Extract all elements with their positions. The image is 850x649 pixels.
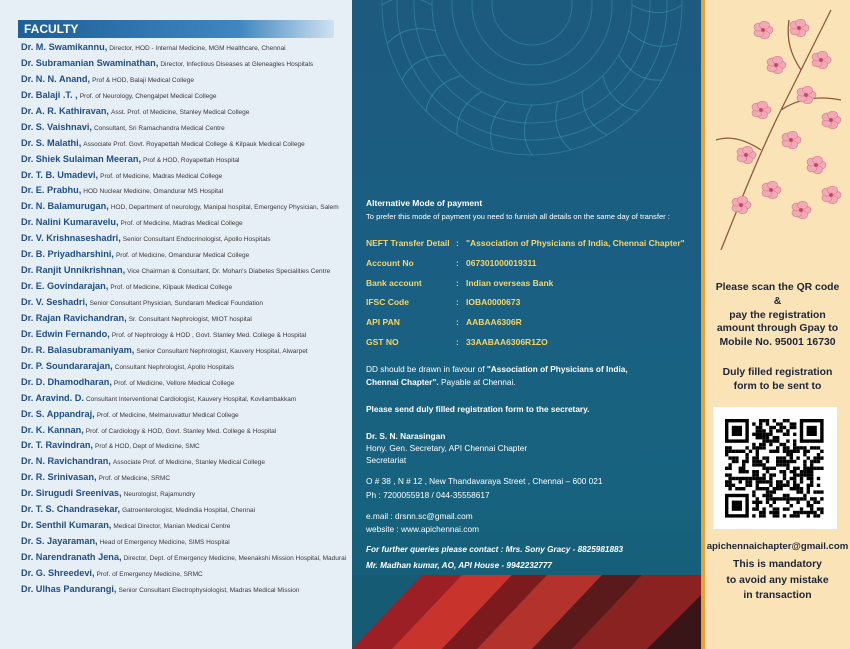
faculty-member: [21, 502, 351, 518]
faculty-member: [21, 566, 351, 582]
faculty-member: [21, 423, 351, 439]
faculty-name: Dr. S. Appandraj,: [21, 408, 95, 419]
faculty-name: Dr. V. Krishnaseshadri,: [21, 233, 121, 244]
secretariat-phone: Ph : 7200055918 / 044-35558617: [366, 490, 490, 500]
mandatory-line: in transaction: [743, 590, 812, 601]
faculty-member: [21, 454, 351, 470]
faculty-role: Consultant Interventional Cardiologist, Kauvery Hospital, Kovilambakkam: [85, 395, 297, 403]
faculty-member: [21, 152, 351, 168]
stripe-decoration: [352, 575, 701, 649]
scan-instruction-line: Please scan the QR code: [715, 282, 840, 293]
faculty-panel: [0, 0, 352, 649]
payment-heading: Alternative Mode of payment: [366, 198, 483, 208]
faculty-member: [21, 104, 351, 120]
faculty-name: Dr. A. R. Kathiravan,: [21, 105, 109, 116]
payment-label: API PAN: [366, 317, 400, 328]
faculty-role: Prof. of Medicine, Vellore Medical College: [113, 379, 235, 387]
faculty-member: [21, 231, 351, 247]
dd-line-2: [366, 377, 516, 387]
faculty-member: [21, 407, 351, 423]
form-instruction-line: Duly filled registration: [722, 367, 833, 378]
scan-instruction-line: amount through Gpay to: [716, 323, 839, 335]
faculty-member: [21, 247, 351, 263]
faculty-role: Prof. of Neurology, Chengalpet Medical College: [79, 92, 217, 100]
faculty-role: Prof. of Medicine, Kilpauk Medical College: [110, 284, 233, 292]
faculty-name: Dr. P. Soundararajan,: [21, 360, 113, 371]
payment-colon: :: [456, 257, 459, 268]
faculty-member: [21, 375, 351, 391]
faculty-role: Prof & HOD, Balaji Medical College: [92, 76, 194, 84]
faculty-name: Dr. T. Ravindran,: [21, 440, 93, 451]
payment-colon: :: [456, 277, 459, 288]
faculty-role: Prof. of Medicine, Melmaruvattur Medical College: [96, 411, 239, 419]
faculty-role: Prof. of Medicine, SRMC: [98, 475, 171, 483]
faculty-role: Head of Emergency Medicine, SIMS Hospital: [99, 539, 230, 547]
faculty-member: [21, 391, 351, 407]
payment-colon: :: [456, 297, 459, 308]
faculty-name: Dr. R. Srinivasan,: [21, 472, 97, 483]
faculty-name: Dr. D. Dhamodharan,: [21, 376, 112, 387]
faculty-name: Dr. Edwin Fernando,: [21, 328, 110, 339]
faculty-member: [21, 120, 351, 136]
faculty-name: Dr. Senthil Kumaran,: [21, 520, 112, 531]
mandala-decoration: [352, 0, 701, 200]
scan-instruction-line: &: [773, 295, 782, 307]
faculty-role: Prof. of Medicine, Madras Medical College: [100, 172, 223, 180]
faculty-name: Dr. Nalini Kumaravelu,: [21, 217, 119, 228]
faculty-name: Dr. T. S. Chandrasekar,: [21, 504, 121, 515]
faculty-member: [21, 295, 351, 311]
faculty-role: Prof. of Cardiology & HOD, Govt. Stanley Med. College & Hospital: [85, 427, 277, 435]
qr-code-image: [713, 407, 837, 529]
secretariat-email[interactable]: e.mail : drsnn.sc@gmail.com: [366, 511, 473, 521]
faculty-list: [21, 40, 351, 598]
faculty-member: [21, 534, 351, 550]
faculty-role: Gatroenterologist, Medindia Hospital, Chennai: [122, 507, 256, 515]
faculty-member: [21, 518, 351, 534]
faculty-name: Dr. S. Vaishnavi,: [21, 121, 92, 132]
faculty-member: [21, 183, 351, 199]
faculty-name: Dr. Narendranath Jena,: [21, 552, 122, 562]
dd-name-2: Chennai Chapter".: [366, 377, 439, 387]
payment-colon: :: [456, 238, 459, 248]
faculty-member: [21, 486, 351, 502]
faculty-role: Sr. Consultant Nephrologist, MIOT hospital: [128, 315, 252, 323]
faculty-role: HOD, Department of neurology, Manipal hospital, Emergency Physician, Salem: [110, 204, 339, 212]
faculty-heading: FACULTY: [18, 20, 334, 38]
faculty-name: Dr. Sirugudi Sreenivas,: [21, 488, 122, 499]
faculty-name: Dr. Shiek Sulaiman Meeran,: [21, 153, 141, 164]
faculty-name: Dr. M. Swamikannu,: [21, 42, 108, 52]
faculty-name: Dr. N. Ravichandran,: [21, 456, 111, 467]
faculty-role: Associate Prof. Govt. Royapettah Medical College & Kilpauk Medical College: [83, 140, 305, 148]
faculty-member: [21, 279, 351, 295]
faculty-role: Asst. Prof. of Medicine, Stanley Medical College: [111, 108, 250, 116]
faculty-member: [21, 215, 351, 231]
faculty-name: Dr. Ulhas Pandurangi,: [21, 583, 117, 594]
faculty-role: Prof. of Medicine, Omandurar Medical College: [115, 252, 250, 260]
payment-label: GST NO: [366, 337, 399, 347]
faculty-name: Dr. Subramanian Swaminathan,: [21, 57, 159, 68]
faculty-role: Senior Consultant Nephrologist, Kauvery Hospital, Alwarpet: [136, 347, 308, 355]
faculty-name: Dr. E. Prabhu,: [21, 185, 82, 196]
faculty-name: Dr. R. Balasubramaniyam,: [21, 344, 135, 355]
faculty-member: [21, 263, 351, 279]
secretariat-label: Secretariat: [366, 455, 407, 465]
scan-instruction-line: pay the registration: [729, 309, 826, 321]
dd-prefix: DD should be drawn in favour of: [366, 364, 485, 374]
payment-label: NEFT Transfer Detail: [366, 238, 450, 248]
faculty-name: Dr. V. Seshadri,: [21, 297, 88, 307]
faculty-role: Senior Consultant Physician, Sundaram Medical Foundation: [89, 300, 263, 307]
faculty-role: Director, HOD - Internal Medicine, MGM Healthcare, Chennai: [109, 45, 286, 52]
payment-colon: :: [456, 337, 459, 347]
faculty-role: Prof & HOD, Royapettah Hospital: [143, 156, 240, 164]
secretary-title: Hony. Gen. Secretary, API Chennai Chapter: [366, 443, 528, 453]
faculty-name: Dr. E. Govindarajan,: [21, 281, 109, 292]
registration-email[interactable]: apichennaichapter@gmail.com: [706, 541, 849, 552]
qr-code[interactable]: [713, 407, 837, 529]
send-note: Please send duly filled registration form to the secretary.: [366, 404, 590, 414]
dd-name-1: "Association of Physicians of India,: [486, 364, 628, 374]
faculty-role: Prof. of Nephrology & HOD , Govt. Stanley Med. College & Hospital: [111, 331, 307, 339]
faculty-name: Dr. Balaji .T. ,: [21, 89, 78, 100]
faculty-role: Prof. of Emergency Medicine, SRMC: [96, 570, 203, 578]
faculty-member: [21, 56, 351, 72]
faculty-member: [21, 550, 351, 566]
faculty-member: [21, 199, 351, 215]
payment-colon: :: [456, 317, 459, 328]
cherry-blossom-illustration: [701, 0, 850, 270]
faculty-role: Senior Consultant Endocrinologist, Apollo Hospitals: [122, 236, 271, 244]
payment-value: IOBA0000673: [466, 297, 521, 308]
faculty-name: Dr. Rajan Ravichandran,: [21, 312, 127, 323]
faculty-member: [21, 359, 351, 375]
faculty-role: Vice Chairman & Consultant, Dr. Mohan's Diabetes Specialities Centre: [127, 268, 331, 276]
faculty-role: Neurologist, Rajamundry: [123, 491, 196, 499]
faculty-name: Dr. Ranjit Unnikrishnan,: [21, 265, 126, 276]
mandatory-line: This is mandatory: [733, 559, 822, 570]
faculty-role: Director, Infectious Diseases at Gleneagles Hospitals: [160, 60, 314, 68]
faculty-name: Dr. Aravind. D.: [21, 392, 84, 403]
queries-contact-2: Mr. Madhan kumar, AO, API House - 9942232777: [366, 561, 552, 570]
mandatory-line: to avoid any mistake: [726, 574, 829, 586]
payment-label: Bank account: [366, 277, 422, 288]
payment-value: AABAA6306R: [466, 317, 522, 328]
faculty-name: Dr. N. Balamurugan,: [21, 201, 109, 212]
payment-value: Indian overseas Bank: [466, 277, 554, 288]
payment-label: Account No: [366, 257, 414, 268]
faculty-member: [21, 438, 351, 454]
scan-instruction-line: Mobile No. 95001 16730: [719, 337, 836, 349]
payment-intro: To prefer this mode of payment you need to furnish all details on the same day of transfer :: [366, 212, 670, 221]
faculty-name: Dr. N. N. Anand,: [21, 73, 91, 84]
qr-panel: [701, 0, 850, 649]
queries-contact: For further queries please contact : Mrs. Sony Gracy - 8825981883: [366, 545, 624, 554]
faculty-role: HOD Nuclear Medicine, Omandurar MS Hospital: [83, 188, 224, 196]
faculty-name: Dr. K. Kannan,: [21, 424, 84, 435]
payment-value: 067301000019311: [466, 257, 537, 268]
faculty-member: [21, 327, 351, 343]
payment-value: 33AABAA6306R1ZO: [466, 337, 548, 347]
faculty-name: Dr. S. Jayaraman,: [21, 536, 98, 547]
faculty-role: Director, Dept. of Emergency Medicine, Meenakshi Mission Hospital, Madurai: [123, 555, 347, 562]
faculty-name: Dr. G. Shreedevi,: [21, 567, 95, 578]
faculty-role: Consultant Nephrologist, Apollo Hospitals: [114, 363, 234, 371]
faculty-member: [21, 88, 351, 104]
dd-suffix: Payable at Chennai.: [440, 377, 516, 387]
faculty-role: Medical Director, Manian Medical Centre: [113, 523, 231, 531]
payment-label: IFSC Code: [366, 297, 409, 308]
form-instruction-line: form to be sent to: [733, 381, 822, 392]
secretary-name: Dr. S. N. Narasingan: [366, 431, 446, 441]
faculty-name: Dr. T. B. Umadevi,: [21, 169, 99, 180]
payment-value: "Association of Physicians of India, Chennai Chapter": [466, 238, 685, 248]
faculty-member: [21, 582, 351, 598]
faculty-member: [21, 72, 351, 88]
faculty-name: Dr. S. Malathi,: [21, 137, 82, 148]
dd-line-1: [366, 364, 628, 374]
faculty-member: [21, 343, 351, 359]
faculty-member: [21, 40, 351, 56]
faculty-member: [21, 136, 351, 152]
faculty-role: Senior Consultant Electrophysiologist, Madras Medical Mission: [118, 586, 300, 594]
secretariat-website[interactable]: website : www.apichennai.com: [366, 524, 479, 534]
faculty-member: [21, 311, 351, 327]
faculty-role: Associate Prof. of Medicine, Stanley Medical College: [112, 459, 265, 467]
faculty-member: [21, 470, 351, 486]
faculty-name: Dr. B. Priyadharshini,: [21, 249, 114, 260]
faculty-role: Prof & HOD, Dept of Medicine, SMC: [95, 443, 200, 451]
faculty-role: Prof. of Medicine, Madras Medical College: [120, 220, 243, 228]
payment-panel: [352, 0, 701, 649]
faculty-member: [21, 168, 351, 184]
faculty-role: Consultant, Sri Ramachandra Medical Centre: [93, 124, 225, 132]
secretariat-address: O # 38 , N # 12 , New Thandavaraya Street , Chennai – 600 021: [366, 476, 603, 486]
